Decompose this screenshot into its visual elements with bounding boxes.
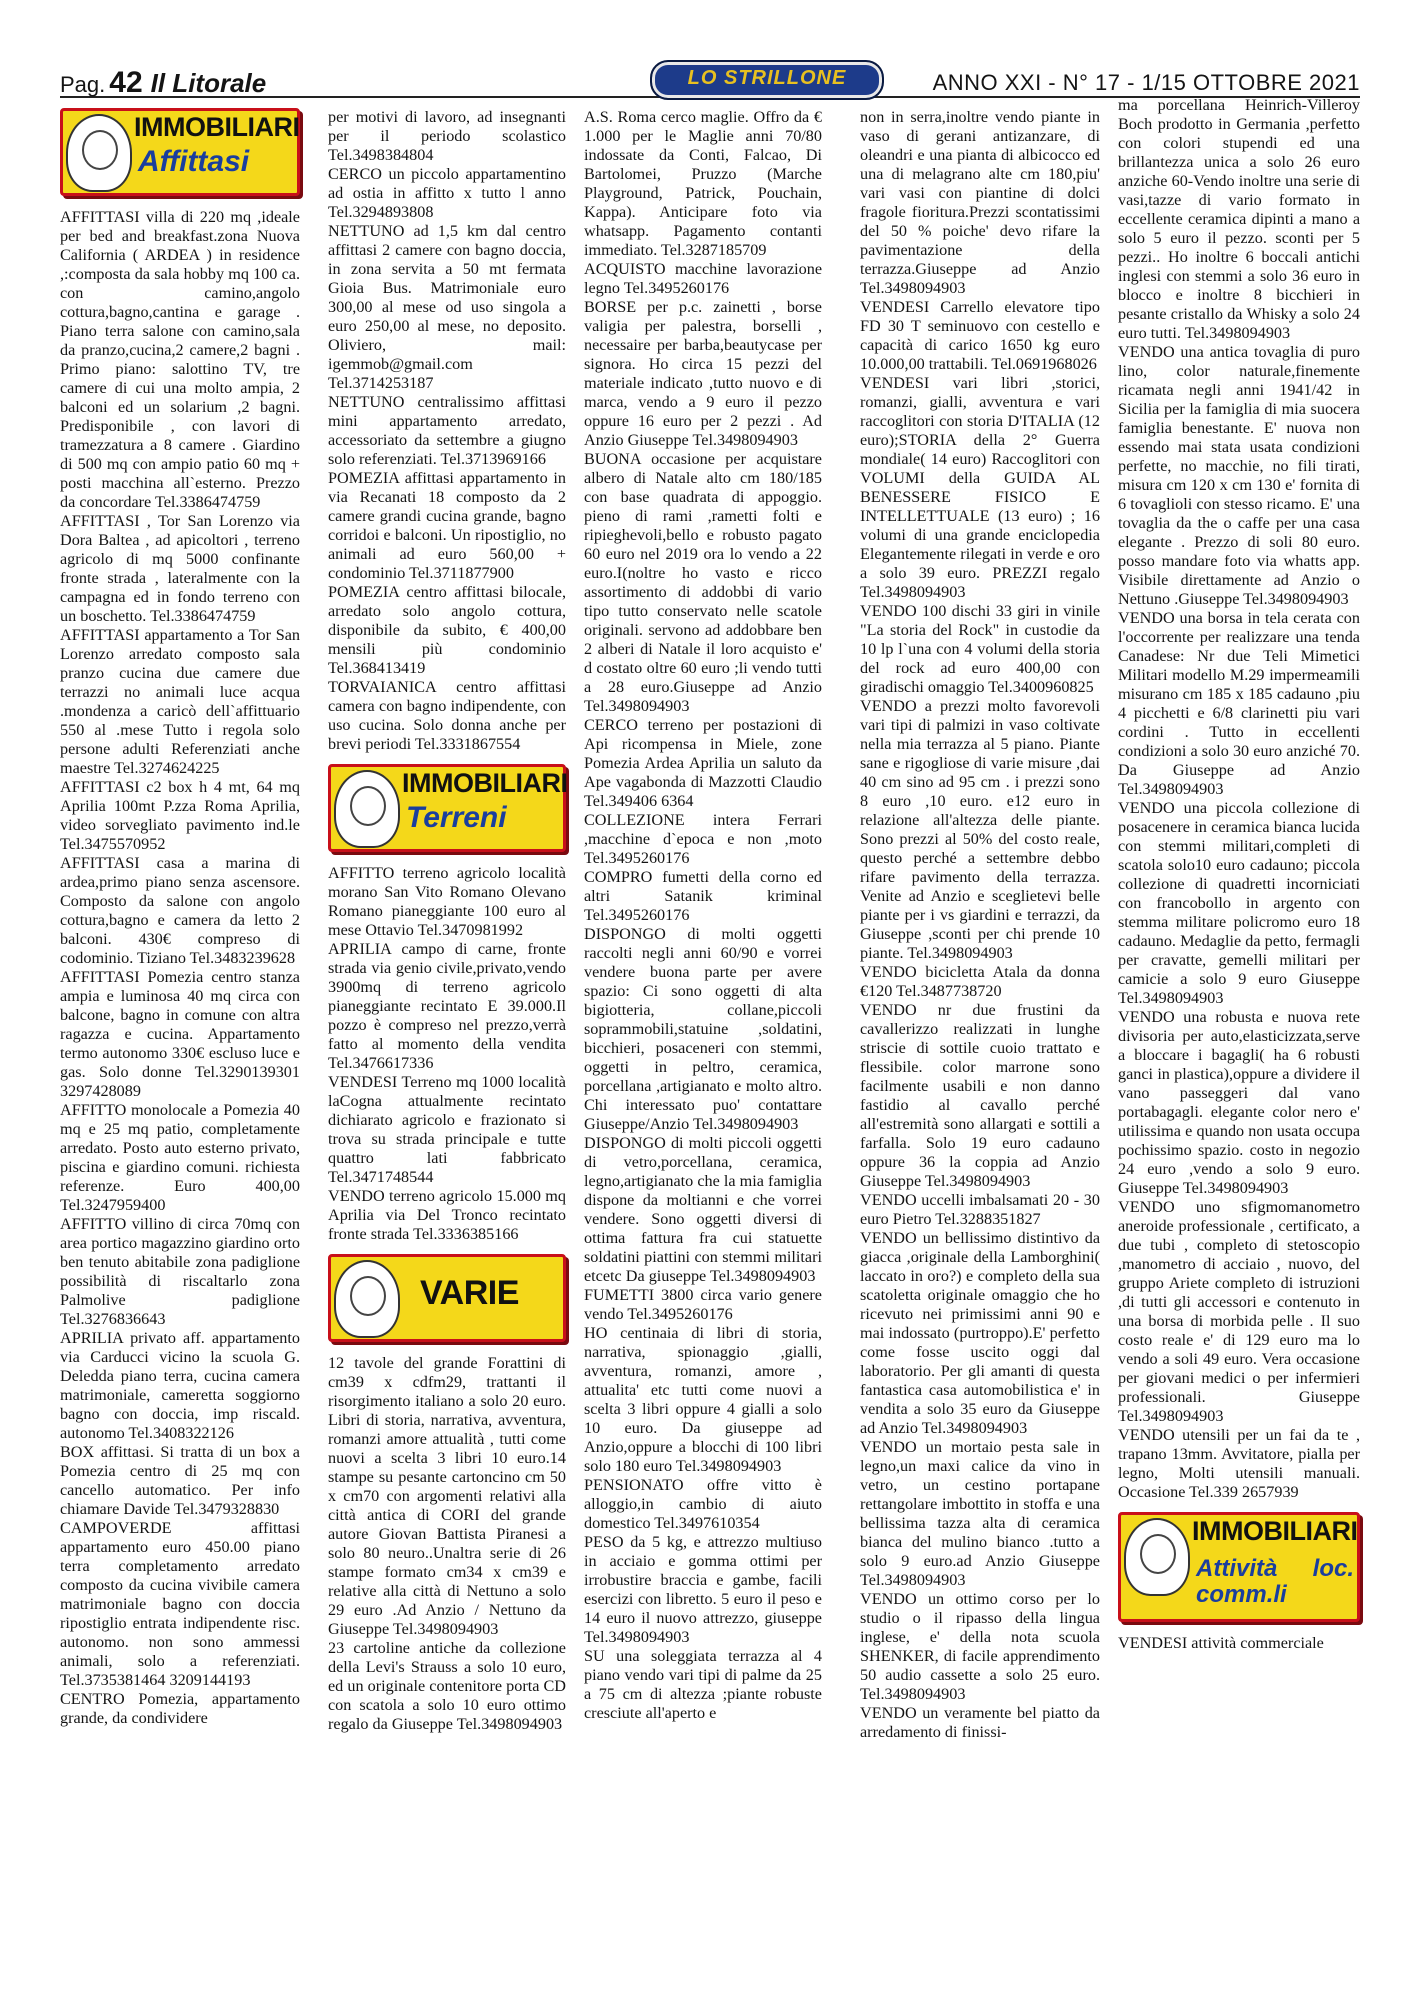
classified-ad: AFFITTO monolocale a Pomezia 40 mq e 25 mq patio, completamente arredato. Posto auto esterno privato, piscina e giardino comuni. richiesta referenze. Euro 400,00 Tel.3247959400 [60,1101,300,1214]
ads-list [328,108,566,754]
classified-ad: COLLEZIONE intera Ferrari ,macchine d`epoca e non ,moto Tel.3495260176 [584,811,822,867]
classified-ad: VENDESI Carrello elevatore tipo FD 30 T seminuovo con cestello e capacità di carico 1650 kg euro 10.000,00 trattabili. Tel.0691968026 [860,298,1100,373]
ads-list [1118,1634,1360,1653]
badge-title: VARIE [420,1274,519,1312]
spacer [1118,1502,1360,1512]
badge-title: IMMOBILIARI [1192,1516,1358,1546]
classified-ad: VENDO un bellissimo distintivo da giacca ,originale della Lamborghini( laccato in oro?) e completo della sua scatoletta originale omaggio che ho ricevuto nei primissimi anni 90 e mai indossato (purtroppo).E' perfetto come fosse uscito oggi dal laboratorio. Per gli amanti di questa fantastica casa automobilistica e' in vendita a solo 35 euro da Giuseppe ad Anzio Tel.3498094903 [860,1229,1100,1437]
classified-ad: VENDESI attività commerciale [1118,1634,1324,1652]
classified-ad: AFFITTO villino di circa 70mq con area portico magazzino giardino orto ben tenuto abitabile zona padiglione possibilità di riscaltarlo zona Palmolive padiglione Tel.3276836643 [60,1215,300,1328]
classified-ad: per motivi di lavoro, ad insegnanti per il periodo scolastico Tel.3498384804 [328,108,566,164]
classified-ad: VENDO un mortaio pesta sale in legno,un maxi calice da vino in vetro, un cestino portapane rettangolare imbottito in stoffa e una bellissima tazza alta di ceramica bianca del mulino bianco .tutto a solo 9 euro.ad Anzio Giuseppe Tel.3498094903 [860,1438,1100,1589]
logo-text: LO STRILLONE [687,67,847,89]
section-badge-affittasi [60,108,300,196]
classified-ad: 12 tavole del grande Forattini di cm39 x cdfm29, trattanti il risorgimento italiano a solo 20 euro. Libri di storia, narrativa, avventura, romanzi amore attualità , tutti come nuovi a scelta 3 libri 10 euro.14 stampe su pesante cartoncino cm 50 x cm70 con argomenti relativi alla città antica di CORI del grande autore Giovan Battista Piranesi a solo 80 neuro..Unaltra serie di 26 stampe formato cm34 x cm39 e relative alla città di Nettuno a solo 29 euro .Ad Anzio / Nettuno da Giuseppe Tel.3498094903 [328,1354,566,1638]
classified-ad: non in serra,inoltre vendo piante in vaso di gerani antizanzare, di oleandri e una pianta di albicocco ed una di melagrano alte cm 180,piu' vari vasi con piantine di dolci fragole fioritura.Prezzi scontatissimi del 50 % poiche' devo rifare la pavimentazione della terrazza.Giuseppe ad Anzio Tel.3498094903 [860,108,1100,297]
column-2 [328,108,566,1734]
classified-ad: BUONA occasione per acquistare albero di Natale alto cm 180/185 con base quadrata di appoggio. pieno di rami ,rametti folti e ripieghevoli,bello e robusto pagato 60 euro nel 2019 ora lo vendo a 22 euro.I(noltre ho vasto e ricco assortimento di addobbi di vario tipo tutto conservato nelle scatole originali. servono ad addobbare ben 2 alberi di Natale il loro acquisto e' d costato oltre 60 euro ;li vendo tutti a 28 euro.Giuseppe ad Anzio Tel.3498094903 [584,450,822,715]
classified-ad: CAMPOVERDE affittasi appartamento euro 450.00 piano terra completamento arredato composto da cucina vivibile camera matrimoniale bagno con doccia ripostiglio entrata indipendente risc. autonomo. non sono ammessi animali, solo a referenziati. Tel.3735381464 3209144193 [60,1519,300,1689]
page-label: Pag. [60,72,106,97]
classified-ad: HO centinaia di libri di storia, narrativa, spionaggio ,gialli, avventura, romanzi, amore , attualita' etc tutti come nuovi a scelta 3 libri oppure 4 gialli a solo 10 euro. Da giuseppe ad Anzio,oppure a blocchi di 100 libri solo 180 euro Tel.3498094903 [584,1324,822,1475]
badge-subtitle: Terreni [406,801,507,834]
classified-ad: VENDO a prezzi molto favorevoli vari tipi di palmizi in vaso coltivate nella mia terrazza al 5 piano. Piante sane e rigogliose di varie misure ,dai 40 cm sino ad 95 cm . i prezzi sono 8 euro ,10 euro. e12 euro in relazione all'altezza delle piante. Sono prezzi al 50% del costo reale, questo perché a settembre debbo rifare pavimento della terrazza. Venite ad Anzio e sceglietevi belle piante per i vs giardini e terrazzi, da Giuseppe ,sconti per chi prende 10 piante. Tel.3498094903 [860,697,1100,962]
classified-ad: COMPRO fumetti della corno ed altri Satanik kriminal Tel.3495260176 [584,868,822,924]
classified-ad: A.S. Roma cerco maglie. Offro da € 1.000 per le Maglie anni 70/80 indossate da Conti, Falcao, Di Bartolomei, Pruzzo (Marche Playground, Patrick, Pouchain, Kappa). Anticipare foto via whatsapp. Pagamento contanti immediato. Tel.3287185709 [584,108,822,259]
issue-info: ANNO XXI - N° 17 - 1/15 OTTOBRE 2021 [932,70,1360,95]
classified-ad: AFFITTASI casa a marina di ardea,primo piano senza ascensore. Composto da salone con angolo cottura,bagno e camera da letto 2 balconi. 430€ compreso di codominio. Tiziano Tel.3483239628 [60,854,300,967]
classified-ad: POMEZIA affittasi appartamento in via Recanati 18 composto da 2 camere grandi cucina grande, bagno corridoi e balconi. Un ripostiglio, no animali ad euro 560,00 + condominio Tel.3711877900 [328,469,566,582]
page-number-block [60,66,266,100]
classified-ad: ACQUISTO macchine lavorazione legno Tel.3495260176 [584,260,822,297]
badge-subtitle: Affittasi [138,145,250,178]
classified-ad: VENDESI Terreno mq 1000 località laCogna attualmente recintato dichiarato agricolo e frazionato si trova su strada principale e tutte quattro lati fabbricato Tel.3471748544 [328,1073,566,1186]
section-badge-attivita [1118,1512,1360,1622]
mascot-icon [334,770,400,848]
classified-ad: VENDO uccelli imbalsamati 20 - 30 euro Pietro Tel.3288351827 [860,1191,1100,1228]
classified-ad: VENDO una borsa in tela cerata con l'occorrente per realizzare una tenda Canadese: Nr due Teli Mimetici Militari modello M.29 impermeamili misurano cm 185 x 185 cadauno ,piu 4 picchetti e 6/8 clarinetti piu vari cordini . Tutto in eccellenti condizioni a solo 30 euro anziché 70. Da Giuseppe ad Anzio Tel.3498094903 [1118,609,1360,798]
section-badge-terreni [328,764,566,852]
ads-list [328,864,566,1244]
classified-ad: VENDO una robusta e nuova rete divisoria per auto,elasticizzata,serve a bloccare i bagagli( ha 6 robusti ganci in plastica),oppure a dividere il vano passeggeri dal vano portabagagli. elegante color nero e' utilissima e quando non usata occupa pochissimo spazio. costo in negozio 24 euro ,vendo a solo 9 euro. Giuseppe Tel.3498094903 [1118,1008,1360,1197]
page-number: 42 [109,66,143,99]
classified-ad: VENDO utensili per un fai da te , trapano 13mm. Avvitatore, pialla per legno, Molti utensili manuali. Occasione Tel.339 2657939 [1118,1426,1360,1501]
page-header [60,62,1360,98]
classified-ad: PENSIONATO offre vitto è alloggio,in cambio di aiuto domestico Tel.3497610354 [584,1476,822,1532]
badge-title: IMMOBILIARI [402,768,568,798]
ads-list [1118,96,1360,1502]
ads-list [328,1354,566,1734]
classified-ad: BORSE per p.c. zainetti , borse valigia per palestra, borselli , necessaire per barba,beautycase per signora. Ho circa 15 pezzi del materiale indicato ,tutto nuovo e di marca, vendo a 9 euro il pezzo oppure 16 euro per 2 pezzi . Ad Anzio Giuseppe Tel.3498094903 [584,298,822,449]
column-1 [60,108,300,1728]
classified-ad: ma porcellana Heinrich-Villeroy Boch prodotto in Germania ,perfetto con colori stupendi ed una brillantezza unica a solo 26 euro anziche 60-Vendo inoltre una serie di vasi,tazze di vario formato in eccellente ceramica dipinti a mano a solo 5 euro il pezzo. sconti per 5 pezzi.. Ho inoltre 6 boccali antichi inglesi con stemmi a solo 36 euro in blocco e inoltre 8 bicchieri in pesante cristallo da Whisky a solo 24 euro tutti. Tel.3498094903 [1118,96,1360,342]
classified-ad: VENDO uno sfigmomanometro aneroide professionale , certificato, a due tubi , completo di stetoscopio ,manometro di acciaio , nuovo, del gruppo Ariete completo di istruzioni ,di tutti gli accessori e contenuto in una borsa di morbida pelle . Il suo costo reale e' di 129 euro ma lo vendo a soli 49 euro. Vera occasione per giovani medici o per infermieri professionali. Giuseppe Tel.3498094903 [1118,1198,1360,1425]
spacer [328,754,566,764]
section-badge-varie [328,1254,566,1342]
ads-list [60,208,300,1728]
classified-ad: VENDO un veramente bel piatto da arredamento di finissi- [860,1704,1100,1741]
classified-ad: VENDO una antica tovaglia di puro lino, color naturale,finemente ricamata negli anni 1941/42 in Sicilia per la famiglia di mia suocera famiglia benestante. E' nuova non essendo mai stata usata condizioni perfette, no macchie, no fili tirati, misura cm 120 x cm 130 e' fornita di 6 tovaglioli con stesso ricamo. E' una tovaglia da the o caffe per una casa elegante . Prezzo di soli 80 euro. posso mandare foto via whatts app. Visibile direttamente ad Anzio o Nettuno .Giuseppe Tel.3498094903 [1118,343,1360,608]
classified-ad: CERCO terreno per postazioni di Api ricompensa in Miele, zone Pomezia Ardea Aprilia un saluto da Ape vagabonda di Mazzotti Claudio Tel.349406 6364 [584,716,822,810]
classified-ad: BOX affittasi. Si tratta di un box a Pomezia centro di 25 mq con cancello automatico. Per info chiamare Davide Tel.3479328830 [60,1443,300,1518]
classified-ad: POMEZIA centro affittasi bilocale, arredato solo angolo cottura, disponibile da subito, € 400,00 mensili più condominio Tel.368413419 [328,583,566,677]
classified-ad: NETTUNO centralissimo affittasi mini appartamento arredato, accessoriato da settembre a giugno solo referenziati. Tel.3713969166 [328,393,566,468]
classified-ad: AFFITTASI villa di 220 mq ,ideale per bed and breakfast.zona Nuova California ( ARDEA ) in residence ,:composta da sala hobby mq 100 ca. con camino,angolo cottura,bagno,cantina e garage . Piano terra salone con camino,sala da pranzo,cucina,2 camere,2 bagni . Primo piano: salottino TV, tre camere di cui una molto ampia, 2 balconi ed un solarium ,2 bagni. Predisponibile , con lavori di tramezzatura a 8 camere . Giardino di 500 mq con ampio patio 60 mq + posti macchina all`esterno. Prezzo da concordare Tel.3386474759 [60,208,300,511]
classified-ad: VENDO terreno agricolo 15.000 mq Aprilia via Del Tronco recintato fronte strada Tel.3336385166 [328,1187,566,1243]
classified-ad: FUMETTI 3800 circa vario genere vendo Tel.3495260176 [584,1286,822,1323]
newspaper-name: Il Litorale [150,68,267,98]
classified-ad: VENDO nr due frustini da cavallerizzo realizzati in lunghe striscie di sottile cuoio trattato e flessibile. color marrone sono facilmente usabili e non danno fastidio al cavallo perché all'estremità sono allargati e sottili a farfalla. Solo 19 euro cadauno oppure 36 la coppia ad Anzio Giuseppe Tel.3498094903 [860,1001,1100,1190]
classified-ad: VENDO una piccola collezione di posacenere in ceramica bianca lucida con stemmi militari,completi di scatola solo10 euro cadauno; piccola collezione di quadretti incorniciati con francobollo in argento con stemma militare policromo euro 18 cadauno. Medaglie da petto, fermagli per cravatte, gemelli militari per camicie a solo 9 euro Giuseppe Tel.3498094903 [1118,799,1360,1007]
column-3 [584,108,822,1723]
classified-ad: AFFITTASI appartamento a Tor San Lorenzo arredato composto sala pranzo cucina due camere due terrazzi no animali luce acqua .mondenza a caricò dell`affittuario 550 al .mese Tutto i regola solo persone adulti Referenziati anche maestre Tel.3274624225 [60,626,300,777]
column-5 [1118,96,1360,1653]
classified-ad: DISPONGO di molti oggetti raccolti negli anni 60/90 e vorrei vendere buona parte per avere spazio: Ci sono oggetti di alta bigiotteria, collane,piccoli soprammobili,statuine ,soldatini, bicchieri, posaceneri con stemmi, oggetti in peltro, ceramica, porcellana ,artigianato e molto altro. Chi interessato puo' contattare Giuseppe/Anzio Tel.3498094903 [584,925,822,1133]
mascot-icon [1124,1518,1190,1596]
classified-ad: DISPONGO di molti piccoli oggetti di vetro,porcellana, ceramica, legno,artigianato che la mia famiglia dispone da moltianni e che vorrei vendere. Sono oggetti diversi di ottima fattura fra cui statuette soldatini piattini con stemmi militari etcetc Da giuseppe Tel.3498094903 [584,1134,822,1285]
badge-subtitle: Attività loc. comm.li [1196,1555,1354,1608]
classified-ad: APRILIA privato aff. appartamento via Carducci vicino la scuola G. Deledda piano terra, cucina camera matrimoniale, cameretta soggiorno bagno con doccia, imp riscald. autonomo Tel.3408322126 [60,1329,300,1442]
classified-ad: VENDO un ottimo corso per lo studio o il ripasso della lingua inglese, e' della nota scuola SHENKER, di facile apprendimento 50 audio cassette a solo 25 euro. Tel.3498094903 [860,1590,1100,1703]
classified-ad: NETTUNO ad 1,5 km dal centro affittasi 2 camere con bagno doccia, in zona servita a 50 mt fermata Gioia Bus. Matrimoniale euro 300,00 al mese od uso singola a euro 250,00 al mese, no deposito. Oliviero, mail: igemmob@gmail.com Tel.3714253187 [328,222,566,392]
classified-ad: AFFITTASI c2 box h 4 mt, 64 mq Aprilia 100mt P.zza Roma Aprilia, video sorvegliato pavimento ind.le Tel.3475570952 [60,778,300,853]
ads-list [584,108,822,1723]
classified-ad: VENDO bicicletta Atala da donna €120 Tel.3487738720 [860,963,1100,1000]
spacer [328,1244,566,1254]
badge-title: IMMOBILIARI [134,112,300,142]
classified-ad: CENTRO Pomezia, appartamento grande, da condividere [60,1690,300,1727]
classified-ad: 23 cartoline antiche da collezione della Levi's Strauss a solo 10 euro, ed un originale contenitore porta CD con scatola a solo 10 euro ottimo regalo da Giuseppe Tel.3498094903 [328,1639,566,1733]
classified-ad: TORVAIANICA centro affittasi camera con bagno indipendente, con uso cucina. Solo donna anche per brevi periodi Tel.3331867554 [328,678,566,753]
classified-ad: AFFITTASI Pomezia centro stanza ampia e luminosa 40 mq circa con balcone, bagno in comune con altra ragazza e cucina. Appartamento termo autonomo 330€ escluso luce e gas. Solo donne Tel.3290139301 3297428089 [60,968,300,1100]
classified-ad: AFFITTASI , Tor San Lorenzo via Dora Baltea , ad apicoltori , terreno agricolo di mq 5000 confinante fronte strada , lateralmente con la campagna ed in fondo terreno con un boschetto. Tel.3386474759 [60,512,300,625]
column-4 [860,108,1100,1742]
mascot-icon [66,114,132,192]
classified-ad: PESO da 5 kg, e attrezzo multiuso in acciaio e gomma ottimi per irrobustire braccia e gambe, facili esercizi con libretto. 5 euro il peso e 14 euro il nuovo attrezzo, giuseppe Tel.3498094903 [584,1533,822,1646]
classified-ad: APRILIA campo di carne, fronte strada via genio civile,privato,vendo 3900mq di terreno agricolo pianeggiante recintato E 39.000.Il pozzo è compreso nel prezzo,verrà fatto al momento della vendita Tel.3476617336 [328,940,566,1072]
classified-ad: SU una soleggiata terrazza al 4 piano vendo vari tipi di palme da 25 a 75 cm di altezza ;piante robuste cresciute all'aperto e [584,1647,822,1722]
classified-ad: VENDO 100 dischi 33 giri in vinile "La storia del Rock" in custodie da 10 lp l`una con 4 volumi della storia del rock ad euro 400,00 con giradischi omaggio Tel.3400960825 [860,602,1100,696]
ads-list [860,108,1100,1742]
classified-ad: AFFITTO terreno agricolo località morano San Vito Romano Olevano Romano pianeggiante 100 euro al mese Ottavio Tel.3470981992 [328,864,566,939]
mascot-icon [334,1260,400,1338]
classified-ad: VENDESI vari libri ,storici, romanzi, gialli, avventura e vari raccoglitori con storia D'ITALIA (12 euro);STORIA della 2° Guerra mondiale( 14 euro) Raccoglitori con VOLUMI della GUIDA AL BENESSERE FISICO E INTELLETTUALE (13 euro) ; 16 volumi di una grande enciclopedia Elegantemente rilegati in verde e oro a solo 39 euro. PREZZI regalo Tel.3498094903 [860,374,1100,601]
strillone-logo [650,60,884,100]
classified-ad: CERCO un piccolo appartamentino ad ostia in affitto x tutto l anno Tel.3294893808 [328,165,566,221]
